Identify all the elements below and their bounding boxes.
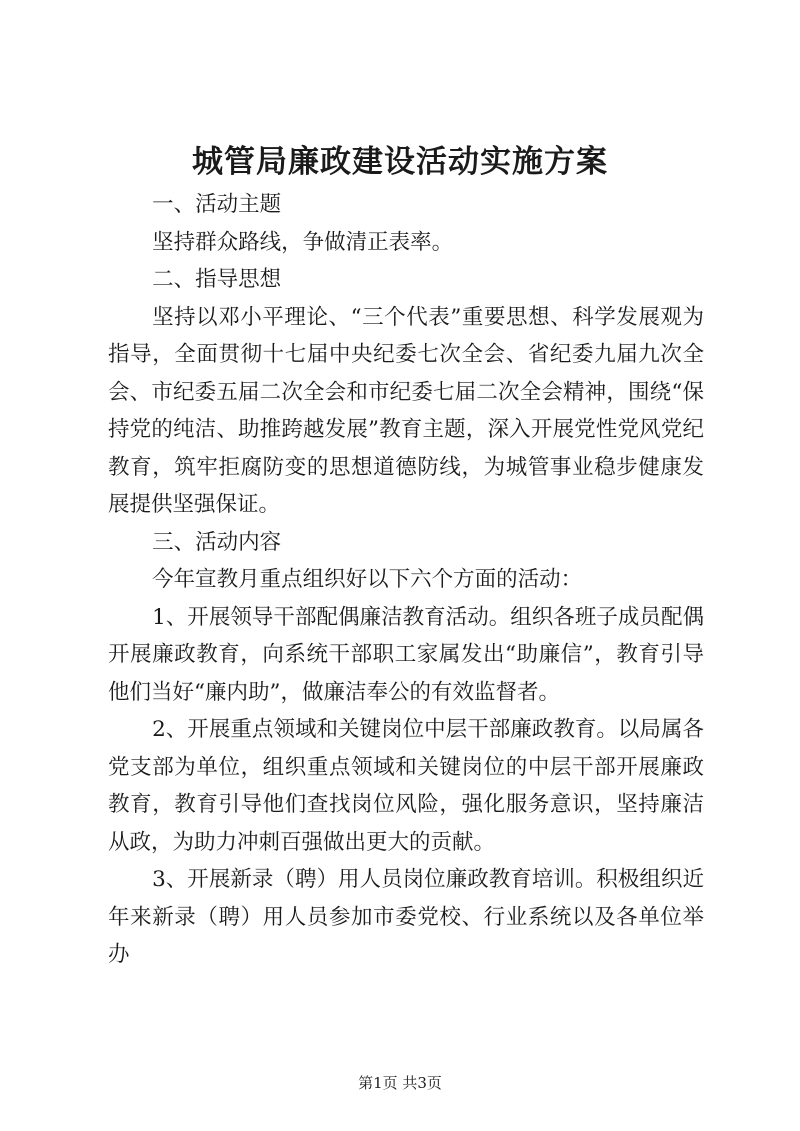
paragraph-item-2: 2、开展重点领域和关键岗位中层干部廉政教育。以局属各党支部为单位，组织重点领域和关键岗位的中层干部开展廉政教育，教育引导他们查找岗位风险，强化服务意识，坚持廉洁从政，为助力冲刺百强做出更大的贡献。	[108, 717, 704, 855]
section-heading-theme: 一、活动主题	[152, 192, 282, 217]
document-body	[108, 186, 704, 974]
document-title: 城管局廉政建设活动实施方案	[192, 144, 608, 180]
page-footer: 第1页 共3页	[358, 1074, 442, 1092]
section-heading-guiding-thought: 二、指导思想	[152, 267, 282, 292]
paragraph-content-intro: 今年宣教月重点组织好以下六个方面的活动：	[152, 567, 583, 592]
section-heading-content: 三、活动内容	[152, 529, 282, 555]
paragraph-guiding-thought: 坚持以邓小平理论、“三个代表”重要思想、科学发展观为指导，全面贯彻十七届中央纪委七次全会、省纪委九届九次全会、市纪委五届二次全会和市纪委七届二次全会精神，围绕“保持党的纯洁、助推跨越发展”教育主题，深入开展党性党风党纪教育，筑牢拒腐防变的思想道德防线，为城管事业稳步健康发展提供坚强保证。	[108, 304, 704, 517]
paragraph-theme: 坚持群众路线，争做清正表率。	[152, 229, 454, 255]
paragraph-item-3: 3、开展新录（聘）用人员岗位廉政教育培训。积极组织近年来新录（聘）用人员参加市委党校、行业系统以及各单位举办	[108, 867, 704, 967]
paragraph-item-1: 1、开展领导干部配偶廉洁教育活动。组织各班子成员配偶开展廉政教育，向系统干部职工家属发出“助廉信”，教育引导他们当好“廉内助”，做廉洁奉公的有效监督者。	[108, 604, 704, 705]
